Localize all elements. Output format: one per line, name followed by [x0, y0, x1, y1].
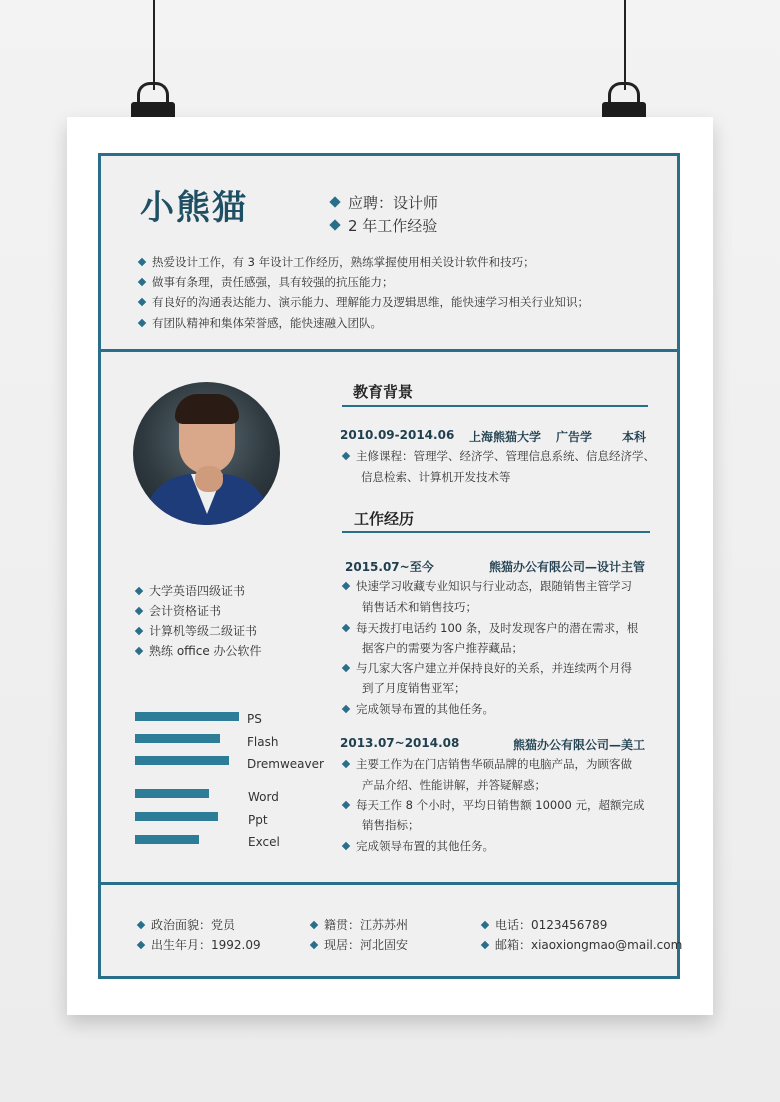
skill-bar	[135, 812, 218, 821]
diamond-bullet-icon	[137, 921, 145, 929]
education-underline	[342, 405, 648, 407]
diamond-bullet-icon	[481, 921, 489, 929]
skill-bar	[135, 789, 209, 798]
skill-label: Flash	[247, 735, 279, 749]
diamond-bullet-icon	[310, 941, 318, 949]
diamond-bullet-icon	[342, 582, 350, 590]
diamond-bullet-icon	[342, 664, 350, 672]
cert-item: 会计资格证书	[136, 602, 221, 619]
education-school: 上海熊猫大学	[469, 430, 542, 444]
cert-item: 大学英语四级证书	[136, 582, 245, 599]
cert-item: 计算机等级二级证书	[136, 622, 257, 639]
diamond-bullet-icon	[138, 319, 146, 327]
experience-years: 2 年工作经验	[331, 215, 437, 236]
diamond-bullet-icon	[137, 941, 145, 949]
education-courses: 主修课程：管理学、经济学、管理信息系统、信息经济学、	[343, 448, 655, 464]
diamond-bullet-icon	[135, 627, 143, 635]
job2-line: 主要工作为在门店销售华硕品牌的电脑产品，为顾客做	[343, 756, 632, 772]
diamond-bullet-icon	[135, 647, 143, 655]
education-major: 广告学	[556, 430, 593, 444]
candidate-name: 小熊猫	[140, 188, 248, 228]
job1-line: 据客户的需要为客户推荐藏品；	[362, 641, 523, 655]
job2-line: 产品介绍、性能讲解，并答疑解惑；	[362, 778, 546, 792]
education-title: 教育背景	[353, 383, 414, 401]
education-degree: 本科	[622, 430, 647, 444]
footer-residence: 现居：河北固安	[311, 936, 408, 953]
job1-line: 每天拨打电话约 100 条，及时发现客户的潜在需求，根	[343, 620, 638, 636]
footer-politics: 政治面貌：党员	[138, 916, 235, 933]
skill-bar	[135, 756, 229, 765]
hanging-wire-left	[153, 0, 155, 90]
education-period: 2010.09-2014.06	[340, 428, 455, 442]
work-underline	[342, 531, 650, 533]
diamond-bullet-icon	[481, 941, 489, 949]
work-title: 工作经历	[354, 510, 415, 528]
diamond-bullet-icon	[138, 258, 146, 266]
profile-photo	[133, 382, 280, 525]
skill-bar	[135, 734, 220, 743]
diamond-bullet-icon	[342, 452, 350, 460]
intro-line: 做事有条理，责任感强，具有较强的抗压能力；	[139, 274, 394, 290]
diamond-bullet-icon	[342, 760, 350, 768]
diamond-bullet-icon	[329, 196, 340, 207]
job1-line: 快速学习收藏专业知识与行业动态，跟随销售主管学习	[343, 578, 632, 594]
diamond-bullet-icon	[138, 298, 146, 306]
footer-native: 籍贯：江苏苏州	[311, 916, 408, 933]
diamond-bullet-icon	[135, 607, 143, 615]
diamond-bullet-icon	[342, 842, 350, 850]
job2-line: 完成领导布置的其他任务。	[343, 838, 494, 854]
diamond-bullet-icon	[342, 705, 350, 713]
job1-line: 到了月度销售亚军；	[362, 681, 466, 695]
job1-line: 完成领导布置的其他任务。	[343, 701, 494, 717]
skill-label: Dremweaver	[247, 757, 324, 771]
diamond-bullet-icon	[342, 801, 350, 809]
intro-line: 有团队精神和集体荣誉感，能快速融入团队。	[139, 315, 382, 331]
job1-period: 2015.07~至今	[345, 560, 434, 574]
job2-line: 每天工作 8 个小时，平均日销售额 10000 元，超额完成	[343, 797, 645, 813]
job2-period: 2013.07~2014.08	[340, 736, 460, 750]
skill-label: PS	[247, 712, 262, 726]
diamond-bullet-icon	[135, 587, 143, 595]
skill-bar	[135, 835, 199, 844]
footer-email: 邮箱：xiaoxiongmao@mail.com	[482, 936, 682, 953]
job1-line: 销售话术和销售技巧；	[362, 600, 477, 614]
job2-company: 熊猫办公有限公司—美工	[513, 738, 646, 752]
cert-item: 熟练 office 办公软件	[136, 642, 262, 659]
skill-bar	[135, 712, 239, 721]
education-courses-cont: 信息检索、计算机开发技术等	[361, 470, 511, 484]
divider-bottom	[98, 882, 680, 885]
diamond-bullet-icon	[342, 624, 350, 632]
diamond-bullet-icon	[329, 219, 340, 230]
job2-line: 销售指标；	[362, 818, 420, 832]
diamond-bullet-icon	[138, 278, 146, 286]
diamond-bullet-icon	[310, 921, 318, 929]
hanging-wire-right	[624, 0, 626, 90]
skill-label: Excel	[248, 835, 280, 849]
intro-line: 有良好的沟通表达能力、演示能力、理解能力及逻辑思维，能快速学习相关行业知识；	[139, 294, 589, 310]
job1-company: 熊猫办公有限公司—设计主管	[489, 560, 646, 574]
footer-birth: 出生年月：1992.09	[138, 936, 261, 953]
apply-position: 应聘：设计师	[331, 192, 438, 213]
footer-phone: 电话：0123456789	[482, 916, 607, 933]
job1-line: 与几家大客户建立并保持良好的关系，并连续两个月得	[343, 660, 632, 676]
skill-label: Word	[248, 790, 279, 804]
intro-line: 热爱设计工作，有 3 年设计工作经历，熟练掌握使用相关设计软件和技巧；	[139, 254, 535, 270]
divider-top	[98, 349, 680, 352]
skill-label: Ppt	[248, 813, 268, 827]
